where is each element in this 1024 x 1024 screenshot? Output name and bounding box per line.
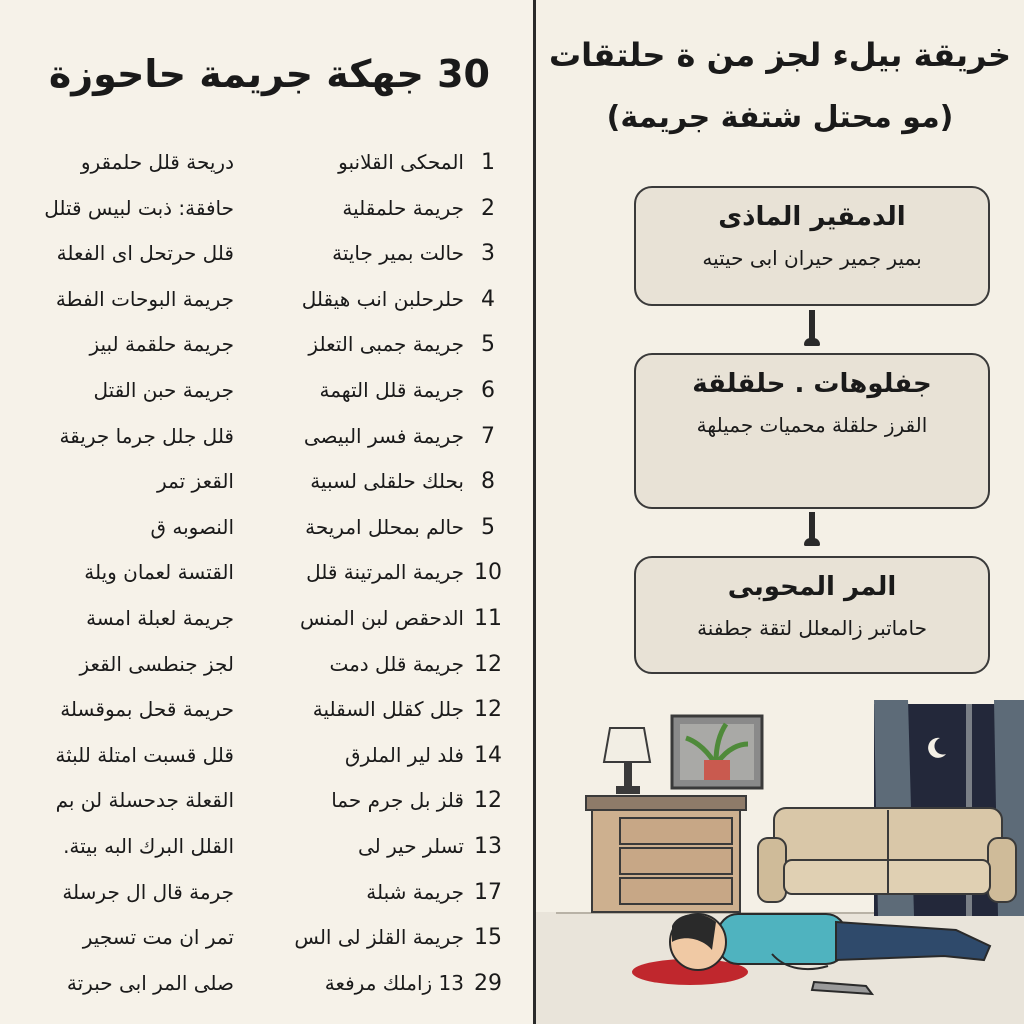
list-item — [0, 737, 532, 777]
list-item — [0, 144, 532, 184]
flow-box-body: حاماتبر زالمعلل لتقة جطفنة — [697, 616, 927, 640]
list-item-description: جرمة قال ال جرسلة — [62, 879, 234, 904]
flow-subtitle: (مو محتل شتفة جريمة) — [606, 100, 954, 135]
list-title: 30 جهكة جريمة حاحوزة — [48, 52, 490, 96]
list-item — [0, 418, 532, 458]
lamp-base — [616, 786, 640, 794]
flow-box-title: جفلوهات . حلقلقة — [692, 369, 932, 399]
list-item-name: حالم بمحلل امريحة — [305, 514, 464, 539]
sofa-arm — [758, 838, 786, 902]
list-item-number: 12 — [474, 788, 502, 814]
flow-panel — [536, 0, 1024, 1024]
list-item — [0, 372, 532, 412]
list-item-description: القتسة لعمان ويلة — [84, 560, 234, 585]
list-item-description: لجز جنطسى القعز — [79, 651, 234, 676]
list-item — [0, 691, 532, 731]
list-item-description: القلل البرك البه بيتة. — [63, 834, 234, 858]
list-item-name: المحكى القلانبو — [338, 150, 464, 174]
list-item-number: 12 — [474, 651, 502, 677]
flow-box-body: بمير جمير حيران ابى حيتيه — [702, 246, 922, 270]
list-item-description: قلل جلل جرما جريقة — [59, 423, 234, 448]
flow-box-body: القرز حلقلة محميات جميلهة — [696, 413, 928, 437]
list-item-description: القعز تمر — [157, 469, 234, 494]
list-item-number: 5 — [481, 514, 495, 540]
list-item — [0, 190, 532, 230]
list-item — [0, 509, 532, 549]
list-item-name: قلز بل جرم حما — [331, 788, 464, 813]
list-item-name: 13 زاملك مرفعة — [324, 970, 464, 995]
list-item-description: جريمة البوحات الفطة — [55, 286, 234, 311]
list-item-name: تسلر حير لى — [358, 834, 464, 858]
list-item — [0, 235, 532, 275]
list-item-name: جريمة فسر البيصى — [303, 423, 464, 448]
flow-box-1 — [634, 186, 990, 306]
list-item-name: جريمة المرتينة قلل — [306, 560, 464, 585]
list-item-name: حلرحلبن انب هيقلل — [301, 286, 464, 311]
list-item-name: الدحقص لبن المنس — [300, 606, 464, 630]
list-item-name: جريمة قلل دمت — [329, 651, 464, 676]
list-item-number: 13 — [474, 834, 502, 859]
list-item-number: 1 — [481, 150, 495, 175]
list-item-number: 2 — [481, 195, 495, 221]
list-item-name: جريمة حلمقلية — [342, 195, 464, 220]
list-item — [0, 919, 532, 959]
dresser-top — [586, 796, 746, 810]
dresser-drawer — [620, 848, 732, 874]
list-item-number: 6 — [481, 378, 495, 403]
list-item — [0, 554, 532, 594]
sofa-arm — [988, 838, 1016, 902]
lamp-stand — [624, 762, 632, 788]
list-item-number: 10 — [474, 560, 502, 586]
list-item — [0, 782, 532, 822]
list-item-description: حريمة قحل بموقسلة — [60, 697, 234, 722]
list-item-description: قلل قسبت امتلة للبثة — [55, 742, 234, 767]
list-item-number: 5 — [481, 332, 495, 358]
list-item-number: 11 — [474, 606, 502, 631]
list-item-description: صلى المر ابى حبرتة — [66, 970, 234, 995]
list-item-number: 17 — [474, 879, 502, 905]
list-item-number: 8 — [481, 469, 495, 495]
list-item-name: جريمة قلل التهمة — [319, 378, 464, 402]
list-item-number: 12 — [474, 697, 502, 723]
flow-box-title: المر المحوبى — [727, 572, 897, 602]
list-item-description: جريمة لعبلة امسة — [86, 606, 234, 630]
flow-connector-foot — [804, 538, 820, 546]
flow-box-2 — [634, 353, 990, 509]
lamp-shade — [604, 728, 650, 762]
list-item-name: حالت بمير جايتة — [332, 241, 464, 266]
list-item-name: جريمة شبلة — [366, 879, 464, 904]
list-item-number: 29 — [474, 970, 502, 996]
list-item-number: 4 — [481, 286, 495, 312]
list-item-description: قلل حرتحل اى الفعلة — [56, 241, 234, 266]
list-item-description: القعلة جدحسلة لن بم — [55, 788, 234, 813]
dresser-drawer — [620, 878, 732, 904]
list-item — [0, 828, 532, 868]
list-item — [0, 281, 532, 321]
list-item-description: تمر ان مت تسجير — [82, 925, 234, 950]
list-item — [0, 463, 532, 503]
list-item — [0, 965, 532, 1005]
list-item-name: جريمة القلز لى الس — [294, 925, 464, 950]
list-item-description: حافقة: ذبت لبيس قتلل — [44, 195, 234, 220]
dresser-drawer — [620, 818, 732, 844]
list-item-number: 14 — [474, 742, 502, 768]
list-item-number: 15 — [474, 925, 502, 951]
list-item — [0, 326, 532, 366]
flow-title: خريقة بيلء لجز من ة حلتقات — [549, 36, 1011, 74]
list-item-description: دريحة قلل حلمقرو — [80, 150, 234, 174]
list-item-name: فلد لير الملرق — [345, 742, 464, 767]
list-item-description: جريمة حبن القتل — [93, 378, 234, 402]
list-item-description: النصوبه ق — [150, 514, 234, 539]
flow-connector-foot — [804, 338, 820, 346]
list-item — [0, 600, 532, 640]
list-item-number: 7 — [481, 423, 495, 449]
list-item-name: بحلك حلقلى لسبية — [310, 469, 464, 494]
list-item-description: جريمة حلقمة لبيز — [89, 332, 234, 357]
flow-box-title: الدمقير الماذى — [718, 202, 906, 232]
list-item-number: 3 — [481, 241, 495, 267]
list-item-name: جريمة جمبى التعلز — [308, 332, 464, 357]
flow-box-3 — [634, 556, 990, 674]
victim-shirt — [718, 914, 846, 964]
plant-pot — [704, 760, 730, 780]
list-item-name: جلل كقلل السقلية — [312, 697, 464, 722]
list-item — [0, 874, 532, 914]
list-item — [0, 646, 532, 686]
crime-scene-illustration — [536, 690, 1024, 1024]
